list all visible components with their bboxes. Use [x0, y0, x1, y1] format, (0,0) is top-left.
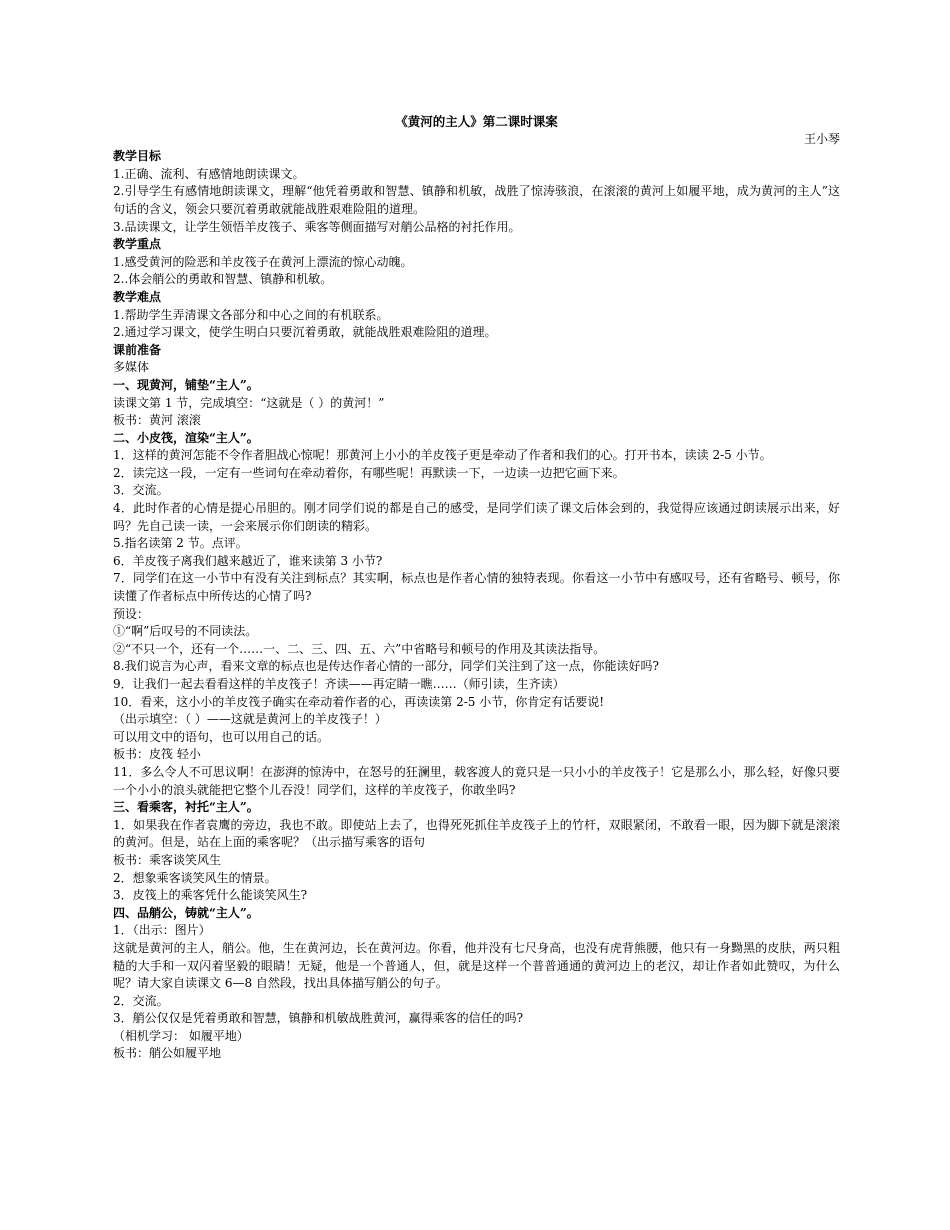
paragraph: 板书：皮筏 轻小	[113, 747, 201, 762]
paragraph: ②“不只一个，还有一个……一、二、三、四、五、六”中省略号和顿号的作用及其读法指导。	[113, 641, 606, 656]
paragraph: 10．看来，这小小的羊皮筏子确实在牵动着作者的心，再读读第 2-5 小节，你肯定有话要说!	[113, 694, 605, 709]
paragraph: 4．此时作者的心情是提心吊胆的。刚才同学们说的都是自己的感受，是同学们读了课文后体会到的，我觉得应该通过朗读展示出来，好吗？先自己读一读，一会来展示你们朗读的精彩。	[113, 501, 840, 533]
paragraph: 1．这样的黄河怎能不令作者胆战心惊呢！那黄河上小小的羊皮筏子更是牵动了作者和我们的心。打开书本，读读 2-5 小节。	[113, 448, 772, 463]
paragraph: ①“啊”后叹号的不同读法。	[113, 624, 258, 639]
paragraph: 板书：艄公如履平地	[113, 1046, 222, 1061]
section-heading: 课前准备	[113, 342, 162, 357]
section-heading: 教学重点	[113, 237, 162, 252]
paragraph: 预设：	[113, 606, 150, 621]
paragraph: 可以用文中的语句，也可以用自己的话。	[113, 729, 330, 744]
paragraph: 8.我们说言为心声，看来文章的标点也是传达作者心情的一部分，同学们关注到了这一点，你能读好吗?	[113, 659, 659, 674]
section-heading: 一、现黄河，铺垫“主人”。	[113, 377, 259, 392]
document-title: 《黄河的主人》第二课时课案	[395, 114, 558, 129]
paragraph: 3．交流。	[113, 483, 169, 498]
paragraph: 3.品读课文，让学生领悟羊皮筏子、乘客等侧面描写对艄公品格的衬托作用。	[113, 219, 521, 234]
paragraph: 读课文第 1 节，完成填空：“这就是（ ）的黄河！”	[113, 395, 385, 410]
paragraph: 1.帮助学生弄清课文各部分和中心之间的有机联系。	[113, 307, 389, 322]
section-heading: 三、看乘客，衬托“主人”。	[113, 800, 259, 815]
paragraph: 3．皮筏上的乘客凭什么能谈笑风生?	[113, 888, 308, 903]
paragraph: 11．多么令人不可思议啊！在澎湃的惊涛中，在怒号的狂澜里，载客渡人的竟只是一只小小的羊皮筏子！它是那么小，那么轻，好像只要一个小小的浪头就能把它整个儿吞没！同学们，这样的羊皮筏子，你敢坐吗?	[113, 764, 840, 797]
paragraph: 5.指名读第 2 节。点评。	[113, 536, 248, 551]
paragraph: 1．（出示：图片）	[113, 923, 211, 938]
paragraph: 2..体会艄公的勇敢和智慧、镇静和机敏。	[113, 272, 333, 287]
paragraph: 2.引导学生有感情地朗读课文，理解“他凭着勇敢和智慧、镇静和机敏，战胜了惊涛骇浪，在滚滚的黄河上如履平地，成为黄河的主人”这句话的含义，领会只要沉着勇敢就能战胜艰难险阻的道理。	[113, 184, 840, 216]
paragraph: 多媒体	[113, 360, 150, 375]
document-author: 王小琴	[803, 131, 840, 146]
paragraph: 1.正确、流利、有感情地朗读课文。	[113, 166, 305, 181]
paragraph: 2．读完这一段，一定有一些词句在牵动着你，有哪些呢！再默读一下，一边读一边把它画下来。	[113, 465, 625, 480]
document-page	[113, 113, 840, 1063]
paragraph: （出示填空：（ ）——这就是黄河上的羊皮筏子！）	[113, 712, 387, 727]
paragraph: 2．想象乘客谈笑风生的情景。	[113, 870, 277, 885]
paragraph: 2.通过学习课文，使学生明白只要沉着勇敢，就能战胜艰难险阻的道理。	[113, 325, 497, 340]
paragraph: 板书：乘客谈笑风生	[113, 852, 222, 867]
paragraph: 1．如果我在作者袁鹰的旁边，我也不敢。即使站上去了，也得死死抓住羊皮筏子上的竹杆，双眼紧闭，不敢看一眼，因为脚下就是滚滚的黄河。但是，站在上面的乘客呢？（出示描写乘客的语句	[113, 817, 840, 850]
paragraph: 2．交流。	[113, 993, 169, 1008]
section-heading: 四、品艄公，铸就“主人”。	[113, 905, 259, 920]
paragraph: 9．让我们一起去看看这样的羊皮筏子！齐读——再定睛一瞧……（师引读，生齐读）	[113, 677, 565, 691]
section-heading: 教学难点	[113, 289, 162, 304]
paragraph: 6．羊皮筏子离我们越来越近了，谁来读第 3 小节?	[113, 553, 383, 568]
section-heading: 二、小皮筏，渲染“主人”。	[113, 430, 259, 445]
paragraph: （相机学习： 如履平地）	[113, 1028, 249, 1043]
paragraph: 3．艄公仅仅是凭着勇敢和智慧，镇静和机敏战胜黄河，赢得乘客的信任的吗?	[113, 1011, 524, 1026]
paragraph: 1.感受黄河的险恶和羊皮筏子在黄河上漂流的惊心动魄。	[113, 254, 413, 269]
paragraph: 这就是黄河的主人，艄公。他，生在黄河边，长在黄河边。你看，他并没有七尺身高，也没有虎背熊腰，他只有一身黝黑的皮肤，两只粗糙的大手和一双闪着坚毅的眼睛！无疑，他是一个普通人，但，就是这样一个普普通通的黄河边上的老汉，却让作者如此赞叹，为什么呢？请大家自读课文 6—8 自然段，找出具体描写艄公的句子。	[113, 940, 840, 991]
section-heading: 教学目标	[113, 149, 162, 164]
document-body	[113, 148, 840, 1063]
paragraph: 7．同学们在这一小节中有没有关注到标点？其实啊，标点也是作者心情的独特表现。你看这一小节中有感叹号，还有省略号、顿号，你读懂了作者标点中所传达的心情了吗?	[113, 571, 840, 604]
paragraph: 板书：黄河 滚滚	[113, 413, 201, 428]
